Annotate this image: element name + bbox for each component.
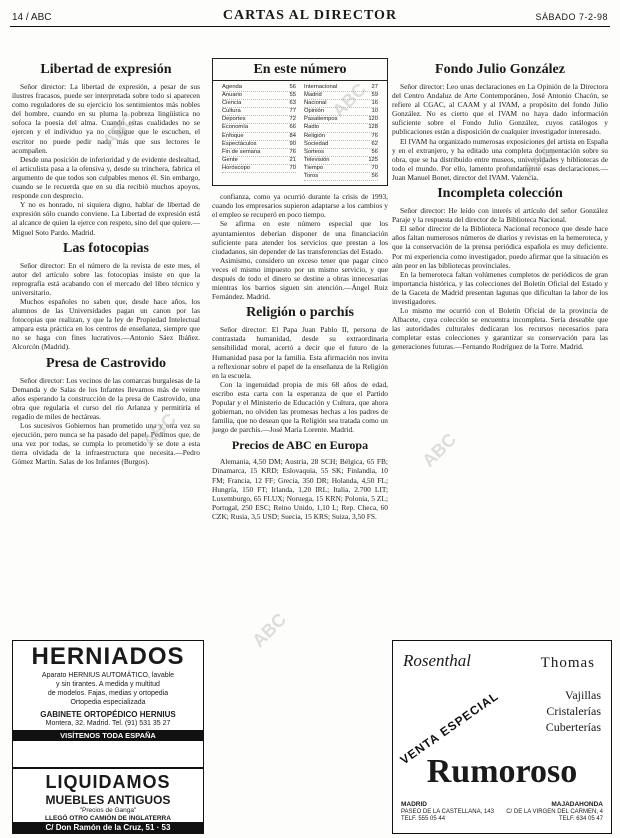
- index-entry-page: 120: [368, 116, 378, 123]
- index-entry-page: 76: [371, 132, 378, 139]
- paragraph: El IVAM ha organizado numerosas exposiciones del artista en España y en el extranjero, y ha editado una completa documentación sobre su obra, que se ha distribuido entre museos, universidades y bibliotecas de todo el mundo. Por ello, lamento profundamente esas declaraciones.—Juan Manuel Bonet, director del IVAM. Valencia.: [392, 136, 608, 182]
- product-item: Vajillas: [565, 688, 601, 702]
- index-entry: [222, 100, 296, 108]
- index-left-column: [218, 84, 300, 181]
- store-madrid: [401, 801, 494, 823]
- letter-title-libertad: Libertad de expresión: [40, 62, 172, 77]
- index-entry: [304, 92, 378, 100]
- ad-liquidamos: [12, 768, 204, 834]
- index-entry: [222, 149, 296, 157]
- paragraph: Señor director: La libertad de expresión, a pesar de sus ilustres fracasos, puede ser interpretada sobre todo si aparecen como reguladores de su ejercicio los sentimientos más nobles del hombre, cuando en su pluma la pobreza lingüística no sofoca la poesía del alma. Cuando estas cualidades no se ejercen y el individuo ya no consigue que le escuchen, el escritor no puede pedir nada más que sus lectores le acompañen.: [12, 82, 200, 155]
- index-entry-page: 21: [289, 156, 296, 163]
- column-3: [392, 58, 608, 352]
- letter-title-religion: Religión o parchís: [246, 305, 354, 321]
- index-entry-page: 16: [371, 100, 378, 107]
- ad-herniados: [12, 640, 204, 768]
- store-city: MAJADAHONDA: [551, 801, 603, 808]
- index-entry-page: 84: [289, 132, 296, 139]
- product-item: Cristalerías: [546, 704, 601, 718]
- paragraph: Asimismo, considero un exceso tener que pagar cinco veces el mismo impuesto por un mismo servicio, y que después de todo el dinero se destine a obras innecesarias mientras los barrios siguen sin atención.—Ángel Ruiz Fernández. Madrid.: [212, 255, 388, 302]
- store-city: MADRID: [401, 801, 427, 808]
- paragraph: Muchos españoles no saben que, desde hace años, los alumnos de las Universidades pagan un canon por las fotocopias que realizan, y que la ley de Propiedad Intelectual ampara esta práctica en los centros de enseñanza, siempre que no se haga con fines lucrativos.—Antonio Sáez Ibáñez. Alcorcón (Madrid).: [12, 296, 200, 352]
- index-entry: [304, 108, 378, 116]
- ad-footer: VISÍTENOS TODA ESPAÑA: [13, 730, 203, 741]
- index-entry-page: 56: [371, 173, 378, 180]
- letter-title-julio-gonzalez: Fondo Julio González: [435, 62, 565, 77]
- index-entry-page: 63: [289, 100, 296, 107]
- ad-shop-name: GABINETE ORTOPÉDICO HERNIUS: [40, 710, 176, 719]
- paragraph: Señor director: Los vecinos de las comarcas burgalesas de la Demanda y de Salas de los Infantes llevamos más de veinte años esperando la construcción de la presa de Castrovido, una obra que regularía el curso del río Arlanza y permitiría el regadío de miles de hectáreas.: [12, 375, 200, 421]
- product-list: [546, 687, 601, 735]
- page-header: [10, 8, 610, 27]
- ad-liquidamos-subtitle: MUEBLES ANTIGUOS: [45, 793, 171, 807]
- index-entry-label: Ciencia: [222, 100, 242, 107]
- index-entry-page: 10: [371, 108, 378, 115]
- index-entry-label: Madrid: [304, 92, 322, 99]
- watermark: ABC: [138, 409, 181, 452]
- index-entry-page: 66: [289, 124, 296, 131]
- index-entry: [304, 133, 378, 141]
- index-entry-page: 59: [371, 92, 378, 99]
- column-1: [12, 58, 200, 466]
- index-entry-label: Religión: [304, 132, 325, 139]
- section-title: CARTAS AL DIRECTOR: [222, 8, 398, 23]
- paragraph: El señor director de la Biblioteca Nacional reconoce que desde hace años faltan numerosos números de diarios y revistas en la hemeroteca, y que la conservación de la prensa periódica española es muy deficiente. Por mi experiencia como investigador, puedo afirmar que la situación es aún peor en las bibliotecas provinciales.: [392, 224, 608, 270]
- index-entry-label: Internacional: [304, 84, 338, 90]
- index-entry: [304, 149, 378, 157]
- index-entry: [304, 141, 378, 149]
- ad-address: Montera, 32. Madrid. Tel. (91) 531 35 27: [45, 720, 171, 727]
- store-phone: TELF. 555 05 44: [401, 816, 446, 822]
- store-address: PASEO DE LA CASTELLANA, 143: [401, 809, 494, 815]
- product-item: Cuberterías: [545, 720, 601, 734]
- store-majadahonda: [506, 801, 603, 823]
- column-2: [212, 58, 388, 521]
- index-entry-label: Toros: [304, 173, 319, 180]
- ad-footer: C/ Don Ramón de la Cruz, 51 · 53: [13, 822, 203, 833]
- ad-line: Aparato HERNIUS AUTOMÁTICO, lavable: [41, 672, 175, 679]
- index-entry-label: Horóscopo: [222, 164, 251, 171]
- index-entry-page: 56: [371, 148, 378, 155]
- index-entry-label: Pasatiempos: [304, 116, 338, 123]
- index-entry-label: Espectáculos: [222, 140, 257, 147]
- paragraph: confianza, como ya ocurrió durante la crisis de 1993, cuando los empresarios supieron adaptarse a los cambios y el empleo se recuperó en poco tiempo.: [212, 192, 388, 220]
- watermark: ABC: [98, 109, 141, 152]
- index-entry: [222, 116, 296, 124]
- index-entry: [222, 165, 296, 173]
- paragraph: Los sucesivos Gobiernos han prometido una y otra vez su ejecución, pero nunca se ha pasado del papel. Pedimos que, de una vez por todas, se cumpla lo prometido y se dote a esta tierra olvidada de la infraestructura que necesita.—Pedro Gómez Martín. Salas de los Infantes (Burgos).: [12, 421, 200, 467]
- index-entry: [222, 141, 296, 149]
- paragraph: Señor director: En el número de la revista de este mes, el autor del artículo sobre las fotocopias insiste en que la reprografía está acabando con el mercado del libro técnico y universitario.: [12, 260, 200, 297]
- store-name: Rumoroso: [426, 753, 578, 790]
- paragraph: Desde una posición de inferioridad y de evidente deslealtad, el articulista pasa a la ofensiva y, desde su trinchera, fabrica el argumento de que todos son culpables menos él. Sin embargo, cuando se le recuerda que en su día recibió muchos apoyos, responde con desprecio.: [12, 154, 200, 201]
- index-entry: [222, 157, 296, 165]
- index-entry-label: Enfoque: [222, 132, 244, 139]
- thomas-brand: Thomas: [540, 655, 595, 671]
- watermark: ABC: [248, 609, 291, 652]
- index-entry-page: 90: [289, 140, 296, 147]
- ad-line: de modelos. Fajas, medias y ortopedia: [47, 690, 169, 697]
- index-entry-label: Radio: [304, 124, 320, 131]
- sale-banner: VENTA ESPECIAL: [397, 688, 502, 768]
- index-entry: [222, 133, 296, 141]
- index-entry-label: Televisión: [304, 156, 330, 163]
- index-entry-page: 55: [289, 92, 296, 99]
- paragraph: Y no es honrado, ni siquiera digno, hablar de libertad de expresión sólo cuando conviene. La Libertad de expresión está al alcance de quien la ejerce con respeto, sino del que quiere.—Miguel Soto Pardo. Madrid.: [12, 200, 200, 237]
- index-list: [213, 81, 387, 185]
- ad-rosenthal: [392, 640, 612, 834]
- letter-title-fotocopias: Las fotocopias: [63, 240, 149, 256]
- index-right-column: [300, 84, 382, 181]
- paragraph: Señor director: Leo unas declaraciones en La Opinión de la Directora del Centro Andaluz de Arte Contemporáneo, José Antonio Chacón, se refiere al CGAC, al CAAM y al IVAM, a propósito del fondo Julio González. No es cierto que el IVAM no haya dado información suficiente sobre el Fondo Julio González, cuyos catálogos y publicaciones están a disposición de cualquier investigador interesado.: [392, 82, 608, 137]
- prices-text: Alemania, 4,50 DM; Austria, 28 SCH; Bélgica, 65 FB; Dinamarca, 15 KRD; Eslovaquia, 55 SK; Finlandia, 10 FM; Francia, 12 FF; Grecia, 350 DR; Holanda, 4,50 FL; Hungría, 150 FT; Irlanda, 1,20 IRL; Italia, 2.700 LIT; Luxemburgo, 65 FLUX; Noruega, 15 KRN; Polonia, 5 ZL; Portugal, 250 ESC; Reino Unido, 1,10 L; Rep. Checa, 60 CZK; Rusia, 3,5 USD; Suecia, 15 KRS; Suiza, 3,50 FS.: [212, 457, 388, 521]
- index-entry: [304, 124, 378, 132]
- rosenthal-logo: Rosenthal: [403, 651, 471, 670]
- index-entry-page: 125: [368, 156, 378, 163]
- paragraph: Se afirma en este número especial que los ayuntamientos deberían disponer de una financiación suficiente para atender los servicios que prestan a los ciudadanos, sin depender de las transferencias del Estado.: [212, 219, 388, 256]
- paragraph: Señor director: He leído con interés el artículo del señor González Paraje y la respuesta del director de la Biblioteca Nacional.: [392, 206, 608, 225]
- index-entry-page: 70: [289, 164, 296, 171]
- prices-title: Precios de ABC en Europa: [231, 438, 369, 453]
- index-entry: [304, 173, 378, 181]
- index-entry-label: Sociedad: [304, 140, 329, 147]
- index-box: [212, 58, 388, 186]
- index-entry: [304, 165, 378, 173]
- index-entry-label: Fin de semana: [222, 148, 261, 155]
- store-address: C/ DE LA VIRGEN DEL CARMEN, 4: [506, 809, 603, 815]
- index-title: En este número: [213, 59, 387, 81]
- ad-line: "Precios de Ganga": [79, 807, 137, 814]
- index-entry: [304, 116, 378, 124]
- paragraph: Con la ingenuidad propia de mis 68 años de edad, escribo esta carta con la esperanza de que el Partido Popular y el Ministerio de Educación y Cultura, que ahora gobiernan, no olviden las promesas hechas a los padres de familia, que no desean que la Religión sea tratada como un juego de parchís.—José María Lorente. Madrid.: [212, 379, 388, 435]
- index-entry-page: 70: [371, 164, 378, 171]
- index-entry-page: 56: [289, 84, 296, 90]
- paragraph: Lo mismo me ocurrió con el Boletín Oficial de la provincia de Albacete, cuya colección se encuentra incompleta. Sería deseable que las autoridades culturales dedicaran los recursos necesarios para completar estas colecciones y garantizar su conservación para las generaciones futuras.—Fernando Rodríguez de la Torre. Madrid.: [392, 306, 608, 352]
- issue-date: SÁBADO 7-2-98: [535, 12, 608, 22]
- index-entry-label: Agenda: [222, 84, 242, 90]
- index-entry: [222, 92, 296, 100]
- index-entry-label: Opinión: [304, 108, 324, 115]
- page-number: 14 / ABC: [12, 12, 52, 23]
- index-entry: [304, 84, 378, 92]
- index-entry-page: 128: [368, 124, 378, 131]
- ad-line: Ortopedia especializada: [70, 699, 146, 706]
- index-entry-page: 76: [289, 148, 296, 155]
- index-entry-label: Gente: [222, 156, 238, 163]
- index-entry-label: Economía: [222, 124, 249, 131]
- paragraph: En la hemeroteca faltan volúmenes completos de periódicos de gran importancia histórica, y las colecciones del Boletín Oficial del Estado y de la Gaceta de Madrid presentan lagunas que dificultan la labor de los investigadores.: [392, 269, 608, 306]
- ad-herniados-title: HERNIADOS: [31, 643, 185, 670]
- index-entry-page: 77: [289, 108, 296, 115]
- index-entry-label: Nacional: [304, 100, 327, 107]
- ad-liquidamos-title: LIQUIDAMOS: [45, 772, 171, 792]
- watermark: ABC: [418, 429, 461, 472]
- index-entry-page: 62: [371, 140, 378, 147]
- index-entry-label: Deportes: [222, 116, 246, 123]
- paragraph: Señor director: El Papa Juan Pablo II, persona de contrastada humanidad, desde su extraordinaria sensibilidad moral, acertó a decir que el futuro de la Humanidad pasa por la familia. Esta afirmación nos invita a reflexionar sobre el papel de la enseñanza de la Religión en la escuela.: [212, 325, 388, 380]
- store-phone: TELF. 634 05 47: [558, 816, 603, 822]
- index-entry-label: Cultura: [222, 108, 241, 115]
- index-entry: [222, 84, 296, 92]
- ad-line: y sin tirantes. A medida y multitud: [56, 681, 160, 688]
- index-entry: [304, 100, 378, 108]
- index-entry: [222, 124, 296, 132]
- index-entry: [222, 108, 296, 116]
- index-entry-page: 72: [289, 116, 296, 123]
- store-locations: [401, 801, 603, 823]
- letter-title-castrovido: Presa de Castrovido: [45, 355, 167, 371]
- watermark: ABC: [518, 139, 561, 182]
- ad-line: LLEGÓ OTRO CAMIÓN DE INGLATERRA: [45, 815, 171, 822]
- index-entry-label: Tiempo: [304, 164, 324, 171]
- index-entry: [304, 157, 378, 165]
- index-entry-label: Anuario: [222, 92, 242, 99]
- letter-title-coleccion: Incompleta colección: [437, 186, 563, 202]
- watermark: ABC: [328, 79, 371, 122]
- index-entry-page: 27: [371, 84, 378, 90]
- index-entry-label: Sorteos: [304, 148, 324, 155]
